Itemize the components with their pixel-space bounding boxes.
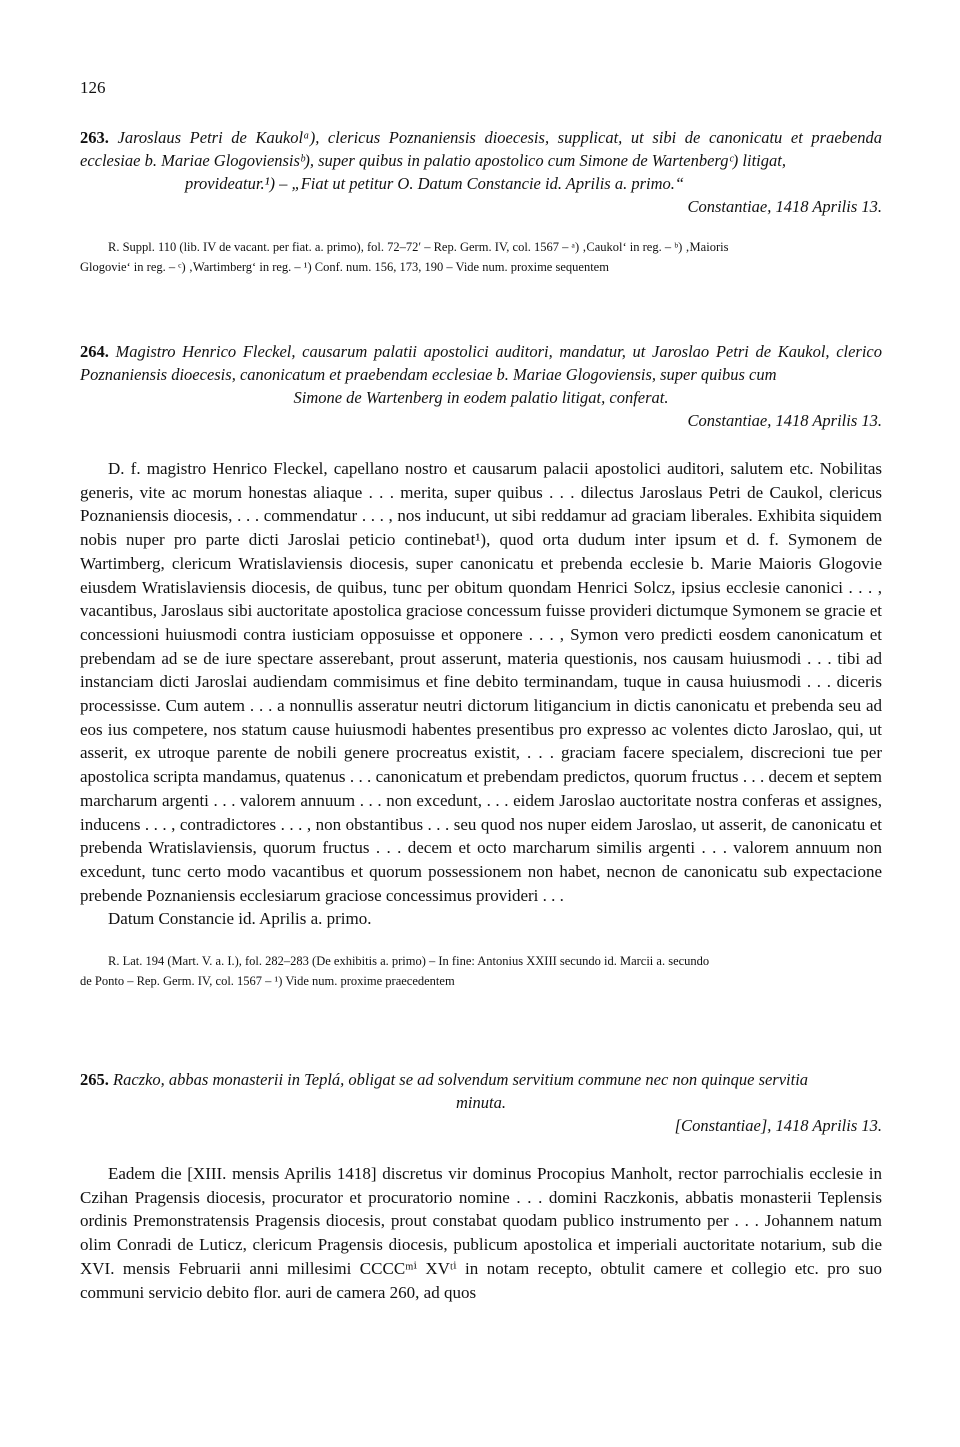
note-first-line: R. Lat. 194 (Mart. V. a. I.), fol. 282–283 (De exhibitis a. primo) – In fine: Antonius XXIII secundo id. Marcii a. secundo xyxy=(108,954,710,969)
apparatus-note xyxy=(80,237,882,277)
regest xyxy=(80,126,882,195)
place-date: Constantiae, 1418 Aprilis 13. xyxy=(687,411,882,430)
regest-text: Magistro Henrico Fleckel, causarum palatii apostolici auditori, mandatur, ut Jaroslao Petri de Kaukol, clerico Poznaniensis dioecesis, canonicatum et praebendam ecclesiae b. Mariae Glogoviensis, super quibus cum xyxy=(80,342,883,384)
page-number: 126 xyxy=(80,78,106,97)
closing-line: Datum Constancie id. Aprilis a. primo. xyxy=(108,909,372,929)
regest-text: Raczko, abbas monasterii in Teplá, obligat se ad solvendum servitium commune nec non quinque servitia xyxy=(113,1070,809,1089)
text-paragraph: D. f. magistro Henrico Fleckel, capellano nostro et causarum palacii apostolici auditori, salutem etc. Nobilitas generis, vite ac morum honestas aliaque . . . merita, super quibus . . . dilectus Jaroslaus Petri de Caukol, clericus Poznaniensis diocesis, . . . commendatur . . . , nos inducunt, ut sibi reddamur ad graciam liberales. Exhibita siquidem nobis nuper pro parte dicti Jaroslai peticio continebat¹), quod orta dudum inter ipsum et d. f. Symonem de Wartimberg, clericum Wratislaviensis diocesis, super canonicatu et prebenda ecclesie b. Marie Maioris Glogovie eiusdem Wratislaviensis diocesis, de quibus, tunc per obitum quondam Henrici Solcz, ipsius ecclesie canonici . . . , vacantibus, Jaroslaus sibi auctoritate apostolica graciose concessum fuisse provideri dictumque Symonem se gracie et concessioni huiusmodi contra iusticiam opposuisse et opponere . . . , Symon vero predicti eosdem canonicatum et prebendam ad se de iure spectare asserebant, prout asserunt, materia questionis, nos causam huiusmodi . . . tibi ad instanciam dicti Jaroslai audiendam commisimus et fine debito terminandam, tuque in causa huiusmodi . . . diceris processisse. Cum autem . . . a nonnullis asseratur neutri dictorum litigancium in dictis canonicatu et prebenda seu ad eos ius competere, nos statum cause huiusmodi habentes presentibus pro expresso ac volentes dicto Jaroslao, qui, ut asserit, ex utroque parente de nobili genere procreatus existit, . . . graciam facere specialem, discrecioni tue per apostolica scripta mandamus, quatenus . . . canonicatum et prebendam predictos, quorum fructus . . . decem et septem marcharum argenti . . . valorem annuum . . . non excedunt, . . . eidem Jaroslao auctoritate nostra conferas et assignes, inducens . . . , contradictores . . . , non obstantibus . . . seu quod nos nuper eidem Jaroslao, ut asserit, de canonicatu et prebenda Wratislaviensis, quorum fructus . . . decem et octo marcharum similis argenti . . . valorem annuum non excedunt, tunc certo modo vacantibus et quorum possessionem non habet, necnon de canonicatu sub expectacione prebende Poznaniensis ecclesiarum graciose concessimus provideri . . . xyxy=(80,459,882,905)
entry-265 xyxy=(80,1068,882,1304)
entry-263 xyxy=(80,126,882,277)
entry-number: 264. xyxy=(80,342,109,361)
entry-number: 265. xyxy=(80,1070,109,1089)
document-text xyxy=(80,1162,882,1304)
regest-continuation: provideatur.¹) – „Fiat ut petitur O. Datum Constancie id. Aprilis a. primo.“ xyxy=(185,174,685,193)
regest xyxy=(80,340,882,409)
text-paragraph: Eadem die [XIII. mensis Aprilis 1418] discretus vir dominus Procopius Manholt, rector parrochialis ecclesie in Czihan Pragensis diocesis, procurator et procuratorio nomine . . . domini Raczkonis, abbatis monasterii Teplensis ordinis Premonstratensis Pragensis diocesis, prout constabat quodam publico instrumento per . . . Johannem natum olim Conradi de Luticz, clericum Pragensis diocesis, publicum apostolica et imperiali auctoritate notarium, sub die XVI. mensis Februarii anni millesimi CCCCᵐⁱ XVᵗⁱ in notam recepto, obtulit camere et collegio etc. pro suo communi servicio debito flor. auri de camera 260, ad quos xyxy=(80,1164,882,1302)
document-text xyxy=(80,457,882,931)
regest-centered-line: minuta. xyxy=(456,1093,506,1112)
place-date: Constantiae, 1418 Aprilis 13. xyxy=(687,197,882,216)
regest-centered-line: Simone de Wartenberg in eodem palatio litigat, conferat. xyxy=(293,388,669,407)
regest xyxy=(80,1068,882,1114)
entry-number: 263. xyxy=(80,128,109,147)
place-date: [Constantiae], 1418 Aprilis 13. xyxy=(674,1116,882,1135)
regest-text: Jaroslaus Petri de Kaukolᵃ), clericus Poznaniensis dioecesis, supplicat, ut sibi de canonicatu et praebenda ecclesiae b. Mariae Glogoviensisᵇ), super quibus in palatio apostolico cum Simone de Wartenbergᶜ) litigat, xyxy=(80,128,883,170)
entry-264 xyxy=(80,340,882,991)
note-rest: Glogovie‘ in reg. – ᶜ) ‚Wartimberg‘ in reg. – ¹) Conf. num. 156, 173, 190 – Vide num. proxime sequentem xyxy=(80,260,609,274)
apparatus-note xyxy=(80,951,882,991)
note-rest: de Ponto – Rep. Germ. IV, col. 1567 – ¹) Vide num. proxime praecedentem xyxy=(80,974,455,989)
note-first-line: R. Suppl. 110 (lib. IV de vacant. per fiat. a. primo), fol. 72–72′ – Rep. Germ. IV, col. 1567 – ᵃ) ‚Caukol‘ in reg. – ᵇ) ‚Maioris xyxy=(108,240,729,254)
